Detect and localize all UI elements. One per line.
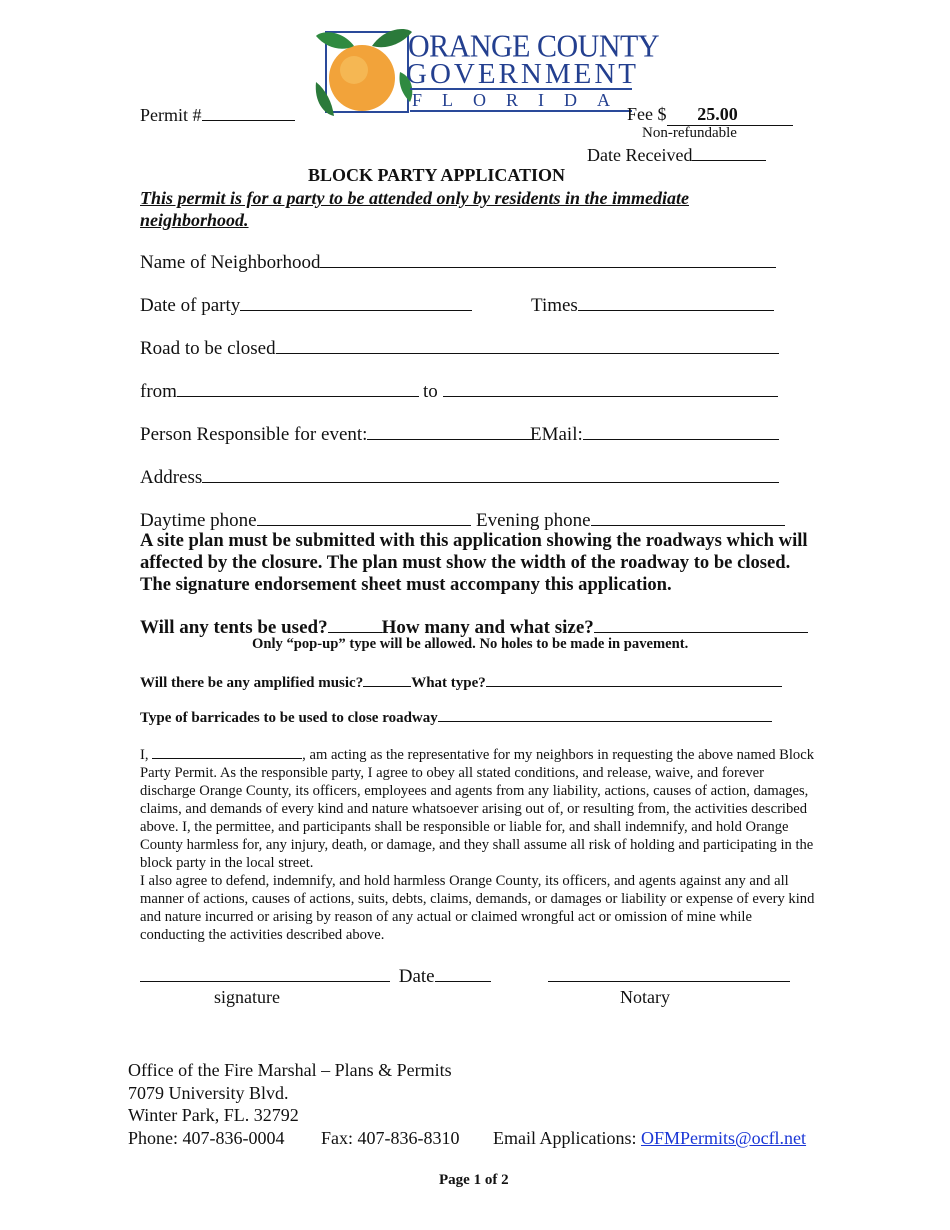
logo-line-2: GOVERNMENT — [406, 58, 639, 90]
permit-number — [140, 104, 295, 126]
neighborhood-field — [140, 251, 776, 274]
office-street: 7079 University Blvd. — [128, 1083, 289, 1103]
neighborhood-label: Name of Neighborhood — [140, 252, 321, 273]
fee — [627, 104, 793, 126]
address-input[interactable] — [202, 466, 779, 483]
signature-date-input[interactable] — [435, 965, 491, 982]
date-of-party-field — [140, 294, 472, 317]
address-field — [140, 466, 779, 489]
tents-size-label: How many and what size? — [381, 617, 594, 638]
to-label: to — [423, 381, 438, 402]
date-received — [587, 144, 766, 166]
person-responsible-field — [140, 423, 533, 446]
person-responsible-input[interactable] — [367, 423, 533, 440]
from-field — [140, 380, 419, 403]
fee-note: Non-refundable — [642, 125, 737, 141]
agreement-paragraph-2: I also agree to defend, indemnify, and hold harmless Orange County, its officers, and agents against any and all manner of actions, causes of actions, suits, debts, claims, demands, or damages or liability or expense of every kind and nature incurred or arising by reason of any actual or claimed wrongful act or omission of mine while conducting the activities described above. — [140, 873, 815, 943]
permit-label: Permit # — [140, 105, 202, 125]
notice-text: This permit is for a party to be attended only by residents in the immediate neighborhood. — [140, 188, 689, 230]
email-input[interactable] — [583, 423, 779, 440]
daytime-phone-label: Daytime phone — [140, 510, 257, 531]
office-email-link[interactable]: OFMPermits@ocfl.net — [640, 1128, 807, 1148]
evening-phone-input[interactable] — [591, 509, 785, 526]
date-received-line[interactable] — [692, 144, 766, 161]
times-field — [531, 294, 774, 317]
notary-label: Notary — [620, 987, 670, 1007]
music-type-label: What type? — [411, 675, 486, 691]
page-number: Page 1 of 2 — [439, 1172, 509, 1188]
email-field — [530, 423, 779, 446]
daytime-phone-input[interactable] — [257, 509, 471, 526]
office-name: Office of the Fire Marshal – Plans & Permits — [128, 1060, 452, 1080]
music-type-input[interactable] — [486, 673, 782, 687]
fee-label: Fee $ — [627, 104, 667, 124]
evening-phone-field — [476, 509, 785, 532]
from-label: from — [140, 381, 177, 402]
signature-row — [140, 965, 491, 988]
email-label: EMail: — [530, 424, 583, 445]
tents-input[interactable] — [328, 616, 382, 633]
barricades-label: Type of barricades to be used to close roadway — [140, 710, 438, 726]
office-email-row — [493, 1128, 806, 1149]
permit-line[interactable] — [202, 104, 295, 121]
representative-name-input[interactable] — [152, 746, 302, 759]
times-input[interactable] — [578, 294, 774, 311]
logo-line-3: FLORIDA — [412, 90, 631, 110]
music-input[interactable] — [363, 673, 411, 687]
address-label: Address — [140, 467, 203, 488]
date-of-party-label: Date of party — [140, 295, 241, 316]
tents-size-input[interactable] — [594, 616, 808, 633]
date-label: Date — [398, 966, 435, 987]
orange-fruit-icon — [314, 22, 414, 118]
notary-input[interactable] — [548, 965, 790, 982]
barricades-input[interactable] — [438, 708, 772, 722]
evening-phone-label: Evening phone — [476, 510, 591, 531]
date-received-label: Date Received — [587, 145, 693, 165]
email-applications-label: Email Applications: — [493, 1128, 637, 1148]
tents-label: Will any tents be used? — [140, 617, 328, 638]
agreement-prefix: I, — [140, 747, 149, 763]
office-fax: Fax: 407-836-8310 — [321, 1128, 460, 1148]
to-input[interactable] — [443, 380, 778, 397]
person-responsible-label: Person Responsible for event: — [140, 424, 368, 445]
agreement-text-1: , am acting as the representative for my neighbors in requesting the above named Block Party Permit. As the responsible party, I agree to obey all stated conditions, and release, waive, and forever discharge Orange County, its officers, employees and agents from any liability, actions, causes of action, damages, claims, and demands of every kind and nature whatsoever arising out of, or resulting from, the activities described above. I, the permittee, and participants shall be responsible or liable for, and shall indemnify, and hold Orange County harmless for, any injury, death, or damage, and they shall assume all risk of holding and participating in the block party in the local street. — [140, 747, 815, 871]
signature-input[interactable] — [140, 965, 390, 982]
logo-line-1: ORANGE COUNTY — [408, 29, 659, 64]
notary-row — [548, 965, 790, 988]
site-plan-notice: A site plan must be submitted with this application showing the roadways which will affected by the closure. The plan must show the width of the roadway to be closed. The signature endorsement sheet must accompany this application. — [140, 530, 808, 595]
tents-note: Only “pop-up” type will be allowed. No holes to be made in pavement. — [252, 636, 689, 652]
road-closed-label: Road to be closed — [140, 338, 276, 359]
page-title: BLOCK PARTY APPLICATION — [308, 165, 566, 185]
fee-value: 25.00 — [667, 104, 793, 126]
music-question — [140, 673, 782, 692]
office-phone: Phone: 407-836-0004 — [128, 1128, 285, 1148]
office-city: Winter Park, FL. 32792 — [128, 1105, 299, 1125]
road-closed-input[interactable] — [276, 337, 779, 354]
to-field — [423, 380, 778, 403]
barricades-question — [140, 708, 772, 727]
date-of-party-input[interactable] — [240, 294, 472, 311]
from-input[interactable] — [177, 380, 419, 397]
daytime-phone-field — [140, 509, 471, 532]
neighborhood-input[interactable] — [320, 251, 776, 268]
music-label: Will there be any amplified music? — [140, 675, 364, 691]
agreement-paragraph-1 — [140, 746, 820, 872]
times-label: Times — [531, 295, 578, 316]
road-closed-field — [140, 337, 779, 360]
signature-label: signature — [214, 987, 280, 1007]
